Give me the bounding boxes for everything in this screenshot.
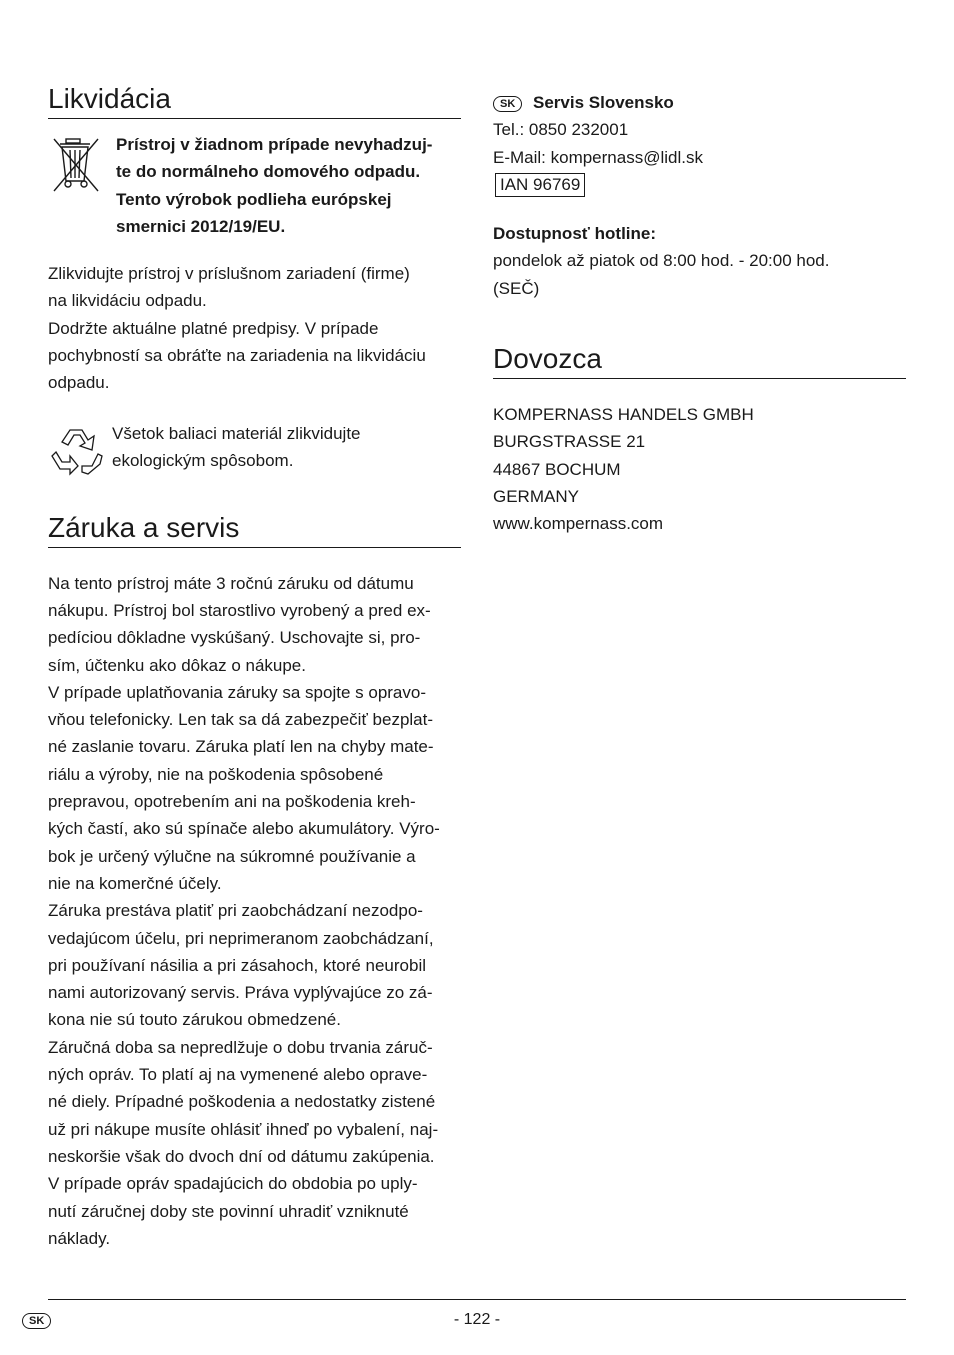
address-line: 44867 BOCHUM xyxy=(493,459,621,479)
disposal-warning-text xyxy=(112,131,432,240)
service-block xyxy=(493,89,906,198)
service-tel: Tel.: 0850 232001 xyxy=(493,120,629,140)
body-line: Záruka prestáva platiť pri zaobchádzaní nezodpo- xyxy=(48,901,423,921)
body-line: náklady. xyxy=(48,1228,111,1248)
body-line: Záručná doba sa nepredlžuje o dobu trvania záruč- xyxy=(48,1037,433,1057)
hotline-line: pondelok až piatok od 8:00 hod. - 20:00 hod. xyxy=(493,251,830,271)
website-link[interactable]: www.kompernass.com xyxy=(493,514,664,534)
body-line: kých častí, ako sú spínače alebo akumulátory. Výro- xyxy=(48,819,440,839)
body-line: na likvidáciu odpadu. xyxy=(48,291,207,311)
body-line: vňou telefonicky. Len tak sa dá zabezpečiť bezplat- xyxy=(48,710,434,730)
warning-line: te do normálneho domového odpadu. xyxy=(116,162,421,182)
body-line: V prípade opráv spadajúcich do obdobia po uply- xyxy=(48,1174,418,1194)
service-email: E-Mail: kompernass@lidl.sk xyxy=(493,147,703,167)
body-line: Dodržte aktuálne platné predpisy. V prípade xyxy=(48,318,379,338)
body-line: nie na komerčné účely. xyxy=(48,873,222,893)
warning-line: smernici 2012/19/EU. xyxy=(116,216,286,236)
importer-address xyxy=(493,401,906,537)
eco-note-text xyxy=(108,420,361,475)
ian-box: IAN 96769 xyxy=(495,173,585,197)
disposal-heading: Likvidácia xyxy=(48,82,461,119)
body-line: Zlikvidujte prístroj v príslušnom zariadení (firme) xyxy=(48,264,410,284)
left-column xyxy=(48,82,461,1252)
warranty-heading: Záruka a servis xyxy=(48,511,461,548)
body-line: riálu a výroby, nie na poškodenia spôsobené xyxy=(48,764,384,784)
recycle-icon xyxy=(48,420,108,481)
hotline-title: Dostupnosť hotline: xyxy=(493,224,657,244)
warning-line: Prístroj v žiadnom prípade nevyhadzuj- xyxy=(116,135,433,154)
body-line: neskoršie však do dvoch dní od dátumu zakúpenia. xyxy=(48,1146,435,1166)
body-line: ných opráv. To platí aj na vymenené alebo oprave- xyxy=(48,1065,428,1085)
body-line: pedíciou dôkladne vyskúšaný. Uschovajte si, pro- xyxy=(48,628,421,648)
page-number: - 122 - xyxy=(453,1311,501,1328)
eco-line: ekologickým spôsobom. xyxy=(112,450,294,470)
body-line: nutí záručnej doby ste povinní uhradiť vzniknuté xyxy=(48,1201,409,1221)
body-line: Na tento prístroj máte 3 ročnú záruku od dátumu xyxy=(48,573,414,593)
body-line: sím, účtenku ako dôkaz o nákupe. xyxy=(48,655,306,675)
address-line: BURGSTRASSE 21 xyxy=(493,432,646,452)
country-badge: SK xyxy=(493,96,522,112)
body-line: nami autorizovaný servis. Práva vyplývajúce zo zá- xyxy=(48,983,433,1003)
footer-country-badge: SK xyxy=(22,1313,51,1329)
crossed-bin-icon xyxy=(48,131,112,240)
right-column xyxy=(493,89,906,538)
body-line: né zaslanie tovaru. Záruka platí len na chyby mate- xyxy=(48,737,434,757)
warranty-body xyxy=(48,570,461,1252)
address-line: GERMANY xyxy=(493,486,579,506)
warning-line: Tento výrobok podlieha európskej xyxy=(116,189,392,209)
service-title: Servis Slovensko xyxy=(533,93,674,112)
disposal-body xyxy=(48,260,461,396)
body-line: pochybností sa obráťte na zariadenia na likvidáciu xyxy=(48,346,426,366)
hotline-line: (SEČ) xyxy=(493,278,540,298)
eco-note xyxy=(48,420,461,481)
importer-heading: Dovozca xyxy=(493,342,906,379)
body-line: vedajúcom účelu, pri neprimeranom zaobchádzaní, xyxy=(48,928,434,948)
disposal-warning xyxy=(48,131,461,240)
hotline-block xyxy=(493,220,906,302)
body-line: bok je určený výlučne na súkromné používanie a xyxy=(48,846,416,866)
body-line: nákupu. Prístroj bol starostlivo vyrobený a pred ex- xyxy=(48,600,431,620)
body-line: V prípade uplatňovania záruky sa spojte s opravo- xyxy=(48,682,427,702)
body-line: prepravou, opotrebením ani na poškodenia kreh- xyxy=(48,792,416,812)
body-line: kona nie sú touto zárukou obmedzené. xyxy=(48,1010,341,1030)
eco-line: Všetok baliaci materiál zlikvidujte xyxy=(112,423,361,443)
body-line: pri používaní násilia a pri zásahoch, ktoré neurobil xyxy=(48,955,426,975)
footer-divider xyxy=(48,1299,906,1300)
body-line: odpadu. xyxy=(48,373,110,393)
body-line: né diely. Prípadné poškodenia a nedostatky zistené xyxy=(48,1092,436,1112)
body-line: už pri nákupe musíte ohlásiť ihneď po vybalení, naj- xyxy=(48,1119,439,1139)
address-line: KOMPERNASS HANDELS GMBH xyxy=(493,405,754,425)
